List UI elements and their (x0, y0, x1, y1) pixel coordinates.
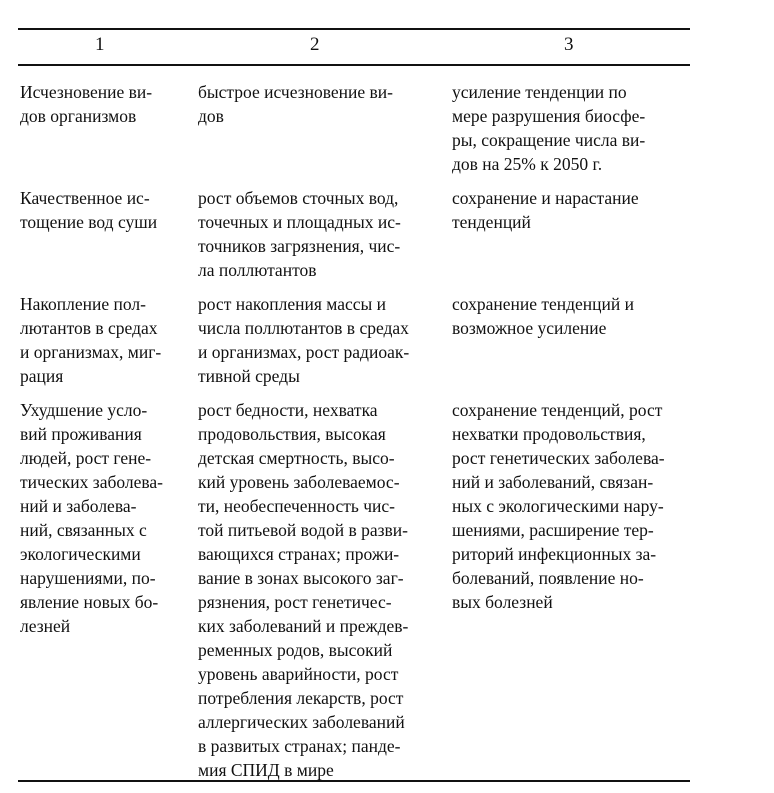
column-header-1: 1 (95, 34, 105, 55)
row-3-col-1: Накопление пол- лютантов в средах и организмах, миг- рация (20, 294, 162, 386)
row-2-col-2: рост объемов сточных вод, точечных и площадных ис- точников загрязнения, чис- ла поллютантов (198, 188, 401, 280)
row-3-col-2: рост накопления массы и числа поллютантов в средах и организмах, рост радиоак- тивной среды (198, 294, 410, 386)
header-rule (18, 64, 690, 66)
row-2-col-3: сохранение и нарастание тенденций (452, 188, 639, 232)
row-2-col-1: Качественное ис- тощение вод суши (20, 188, 158, 232)
row-1-col-3: усиление тенденции по мере разрушения биосфе- ры, сокращение числа ви- дов на 25% к 2050 г. (452, 82, 646, 174)
row-3-col-3: сохранение тенденций и возможное усиление (452, 294, 635, 338)
table-top-rule (18, 28, 690, 30)
column-header-2: 2 (310, 34, 320, 55)
row-4-col-1: Ухудшение усло- вий проживания людей, рост гене- тических заболева- ний и заболева- ний, связанных с экологическими нарушениями, по- явление новых бо- лезней (20, 400, 164, 636)
column-header-3: 3 (564, 34, 574, 55)
table-bottom-rule (18, 780, 690, 782)
row-1-col-2: быстрое исчезновение ви- дов (198, 82, 393, 126)
row-1-col-1: Исчезновение ви- дов организмов (20, 82, 153, 126)
row-4-col-2: рост бедности, нехватка продовольствия, высокая детская смертность, высо- кий уровень заболеваемос- ти, необеспеченность чис- той питьевой водой в разви- вающихся странах; прожи- вание в зонах высокого заг- рязнения, рост генетичес- ких заболеваний и преждев- ременных родов, высокий уровень аварийности, рост потребления лекарств, рост аллергических заболеваний в развитых странах; панде- мия СПИД в мире (198, 400, 409, 780)
row-4-col-3: сохранение тенденций, рост нехватки продовольствия, рост генетических заболева- ний и заболеваний, связан- ных с экологическими нару- шениями, расширение тер- риторий инфекционных за- болеваний, появление но- вых болезней (452, 400, 665, 612)
